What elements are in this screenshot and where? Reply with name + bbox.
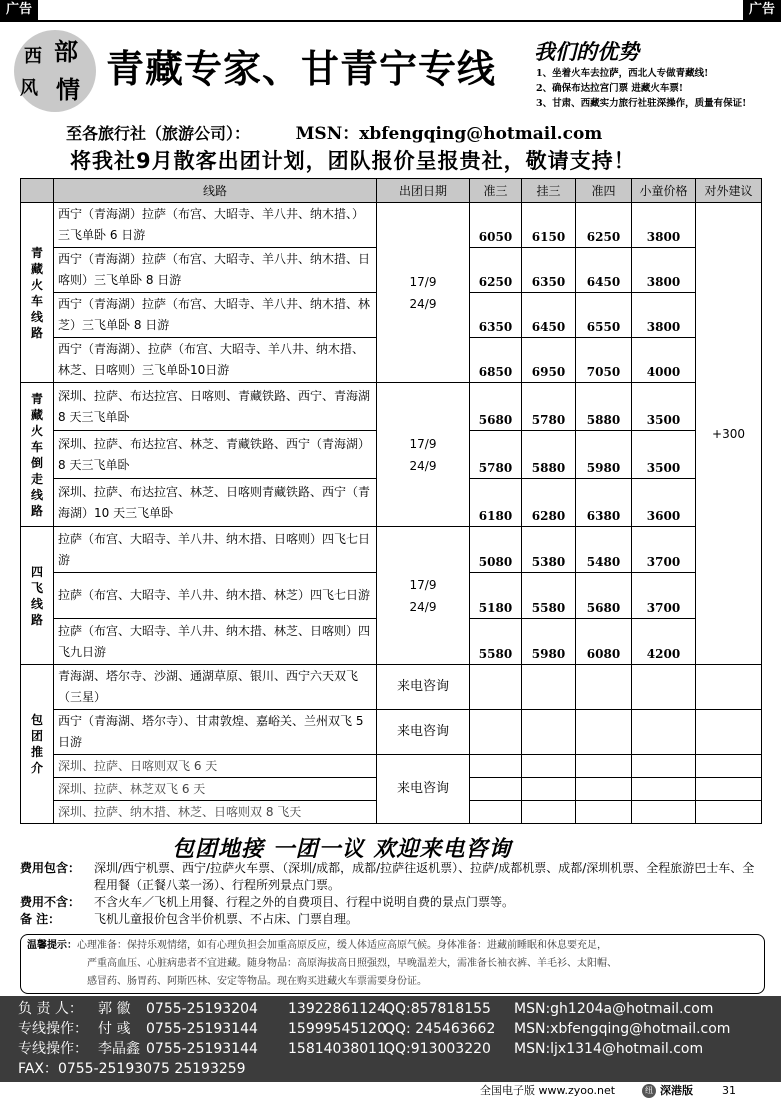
- category-char: 藏: [30, 407, 43, 422]
- contact-tel: 0755-25193144: [146, 1041, 258, 1057]
- table-row: [21, 755, 762, 778]
- category-char: 青: [30, 391, 43, 406]
- route-cell: 深圳、拉萨、日喀则双飞 6 天: [54, 755, 377, 778]
- category-char: 火: [30, 277, 43, 292]
- empty-cell: [522, 778, 576, 801]
- agency-line: [66, 119, 602, 144]
- route-cell: 拉萨（布宫、大昭寺、羊八井、纳木措、林芝）四飞七日游: [54, 573, 377, 619]
- empty-cell: [522, 801, 576, 824]
- price-cell: 6380: [576, 479, 632, 527]
- price-cell: 4200: [632, 619, 696, 665]
- route-cell: 深圳、拉萨、布达拉宫、日喀则、青藏铁路、西宁、青海湖 8 天三飞单卧: [54, 383, 377, 431]
- price-cell: 6180: [470, 479, 522, 527]
- ad-label-left: 广告: [0, 0, 38, 20]
- consult-cell: 来电咨询: [377, 755, 470, 824]
- fax-label: FAX：: [18, 1061, 58, 1077]
- contact-mobile: 13922861124: [288, 1001, 386, 1017]
- price-cell: 6550: [576, 293, 632, 338]
- category-char: 车: [30, 439, 43, 454]
- route-cell: 拉萨（布宫、大昭寺、羊八井、纳木措、林芝、日喀则）四飞九日游: [54, 619, 377, 665]
- price-cell: 6950: [522, 338, 576, 383]
- category-char: 倒: [30, 455, 43, 470]
- table-row: [21, 665, 762, 710]
- category-cell: [21, 527, 54, 665]
- fee-text: 不含火车／飞机上用餐、行程之外的自费项目、行程中说明自费的景点门票等。: [94, 895, 515, 909]
- route-cell: 深圳、拉萨、林芝双飞 6 天: [54, 778, 377, 801]
- empty-cell: [576, 665, 632, 710]
- route-cell: 西宁（青海湖）、拉萨（布宫、大昭寺、羊八井、纳木措、林芝、日喀则）三飞单卧10日游: [54, 338, 377, 383]
- price-cell: 5580: [470, 619, 522, 665]
- tips-line: 心理准备：保持乐观情绪，如有心理负担会加重高原反应，缓人体适应高原气候。身体准备：进藏前睡眠和休息要充足，: [77, 940, 607, 951]
- slogan: 包团地接 一团一议 欢迎来电咨询: [172, 837, 512, 862]
- price-cell: 4000: [632, 338, 696, 383]
- tips-line: 感冒药、肠胃药、阿斯匹林、安定等物品。现在购买进藏火车票需要身份证。: [87, 976, 427, 987]
- price-cell: 6450: [576, 248, 632, 293]
- category-char: 飞: [30, 580, 43, 595]
- header-blank: [21, 179, 54, 203]
- fax-row: [18, 1059, 765, 1079]
- consult-cell: 来电咨询: [377, 710, 470, 755]
- price-cell: 6050: [470, 203, 522, 248]
- empty-cell: [576, 710, 632, 755]
- route-cell: 青海湖、塔尔寺、沙湖、通湖草原、银川、西宁六天双飞（三星）: [54, 665, 377, 710]
- column-header: 对外建议: [696, 179, 762, 203]
- category-char: 介: [30, 761, 43, 775]
- advantage-item: 1、坐着火车去拉萨，西北人专做青藏线!: [536, 68, 709, 79]
- contact-name: 付 彧: [98, 1021, 131, 1037]
- price-cell: 3500: [632, 383, 696, 431]
- price-cell: 6080: [576, 619, 632, 665]
- category-char: 车: [30, 293, 43, 308]
- empty-cell: [632, 801, 696, 824]
- empty-cell: [696, 710, 762, 755]
- price-cell: 6350: [470, 293, 522, 338]
- contact-mobile: 15814038011: [288, 1041, 386, 1057]
- fee-notes: [20, 860, 765, 928]
- price-cell: 6250: [470, 248, 522, 293]
- empty-cell: [696, 778, 762, 801]
- price-cell: 5380: [522, 527, 576, 573]
- departure-date-cell: [377, 383, 470, 527]
- fee-text: 深圳/西宁机票、西宁/拉萨火车票、（深圳/成都，成都/拉萨往返机票）、拉萨/成都机票、成都/深圳机票、全程旅游巴士车、全程用餐（正餐八菜一汤）、行程所列景点门票。: [94, 861, 755, 892]
- price-cell: 6850: [470, 338, 522, 383]
- empty-cell: [576, 755, 632, 778]
- price-cell: 6450: [522, 293, 576, 338]
- table-row: [21, 527, 762, 573]
- category-char: 走: [30, 471, 43, 486]
- departure-date: 24/9: [409, 599, 437, 614]
- category-char: 推: [30, 745, 43, 759]
- empty-cell: [576, 801, 632, 824]
- empty-cell: [632, 665, 696, 710]
- contact-qq: QQ:913003220: [384, 1041, 491, 1057]
- price-cell: 3700: [632, 573, 696, 619]
- logo-char: 情: [56, 75, 80, 104]
- price-cell: 3800: [632, 293, 696, 338]
- advantage-item: 3、甘肃、西藏实力旅行社驻深操作，质量有保证!: [536, 98, 747, 109]
- advantage-item: 2、确保布达拉宫门票 进藏火车票!: [536, 83, 684, 94]
- agency-logo: [14, 30, 96, 112]
- price-cell: 5780: [522, 383, 576, 431]
- category-cell: [21, 383, 54, 527]
- contact-tel: 0755-25193204: [146, 1001, 258, 1017]
- price-cell: 3800: [632, 248, 696, 293]
- contact-row: [18, 1039, 765, 1059]
- category-char: 路: [30, 325, 43, 340]
- price-cell: 6150: [522, 203, 576, 248]
- departure-date: 24/9: [409, 296, 437, 311]
- contact-msn: MSN:xbfengqing@hotmail.com: [514, 1021, 731, 1037]
- price-cell: 5980: [522, 619, 576, 665]
- empty-cell: [632, 755, 696, 778]
- price-cell: 5880: [576, 383, 632, 431]
- logo-char: 部: [54, 37, 78, 66]
- empty-cell: [632, 778, 696, 801]
- travel-tips-box: [20, 934, 765, 994]
- column-header: 准三: [470, 179, 522, 203]
- contact-qq: QQ: 245463662: [384, 1021, 496, 1037]
- empty-cell: [470, 665, 522, 710]
- contact-role: 专线操作：: [18, 1041, 88, 1057]
- page-footer: [0, 1082, 781, 1100]
- column-header: 准四: [576, 179, 632, 203]
- column-header: 线路: [54, 179, 377, 203]
- page-number: 31: [722, 1084, 736, 1097]
- contact-tel: 0755-25193144: [146, 1021, 258, 1037]
- category-char: 四: [30, 564, 43, 579]
- advantages-title: 我们的优势: [534, 40, 639, 64]
- category-char: 团: [30, 729, 43, 743]
- logo-char: 西: [24, 46, 42, 67]
- price-cell: 6280: [522, 479, 576, 527]
- price-cell: 3500: [632, 431, 696, 479]
- fee-excluded: [20, 894, 765, 911]
- logo-char: 风: [20, 78, 38, 99]
- contact-name: 李晶鑫: [98, 1041, 140, 1057]
- table-header-row: [21, 179, 762, 203]
- column-header: 出团日期: [377, 179, 470, 203]
- price-cell: 5980: [576, 431, 632, 479]
- table-row: [21, 383, 762, 431]
- price-cell: 3800: [632, 203, 696, 248]
- route-cell: 深圳、拉萨、布达拉宫、林芝、青藏铁路、西宁（青海湖）8 天三飞单卧: [54, 431, 377, 479]
- category-char: 线: [30, 596, 43, 611]
- main-title: 青藏专家、甘青宁专线: [106, 47, 497, 91]
- empty-cell: [470, 778, 522, 801]
- category-char: 路: [30, 503, 43, 518]
- contact-msn: MSN:ljx1314@hotmail.com: [514, 1041, 704, 1057]
- route-cell: 拉萨（布宫、大昭寺、羊八井、纳木措、日喀则）四飞七日游: [54, 527, 377, 573]
- category-char: 青: [30, 245, 43, 260]
- contact-msn: MSN:gh1204a@hotmail.com: [514, 1001, 714, 1017]
- fee-label: 备 注：: [20, 912, 61, 926]
- fee-label: 费用包含：: [20, 861, 81, 875]
- empty-cell: [522, 665, 576, 710]
- empty-cell: [470, 710, 522, 755]
- empty-cell: [632, 710, 696, 755]
- agency-greeting: 至各旅行社（旅游公司）：: [66, 124, 251, 143]
- price-cell: 5680: [470, 383, 522, 431]
- price-cell: 5880: [522, 431, 576, 479]
- contact-mobile: 15999545120: [288, 1021, 386, 1037]
- price-cell: 5680: [576, 573, 632, 619]
- contact-row: [18, 1019, 765, 1039]
- category-char: 线: [30, 309, 43, 324]
- column-header: 小童价格: [632, 179, 696, 203]
- price-cell: 3700: [632, 527, 696, 573]
- consult-cell: 来电咨询: [377, 665, 470, 710]
- empty-cell: [696, 755, 762, 778]
- departure-date: 17/9: [409, 577, 437, 592]
- empty-cell: [576, 778, 632, 801]
- suggestion-cell: +300: [696, 203, 762, 665]
- departure-date: 17/9: [409, 436, 437, 451]
- contact-row: [18, 999, 765, 1019]
- contact-panel: [0, 996, 781, 1082]
- column-header: 挂三: [522, 179, 576, 203]
- route-cell: 西宁（青海湖）拉萨（布宫、大昭寺、羊八井、纳木措、林芝）三飞单卧 8 日游: [54, 293, 377, 338]
- footer-edition: 深港版: [660, 1084, 693, 1097]
- price-cell: 3600: [632, 479, 696, 527]
- category-cell: [21, 203, 54, 383]
- footer-badge: 纽: [642, 1084, 656, 1098]
- contact-role: 专线操作：: [18, 1021, 88, 1037]
- empty-cell: [522, 710, 576, 755]
- empty-cell: [696, 665, 762, 710]
- category-char: 火: [30, 423, 43, 438]
- tips-line: 严重高血压、心脏病患者不宜进藏。随身物品：高原海拔高日照强烈，早晚温差大，需准备长袖衣裤、羊毛衫、太阳帽、: [87, 958, 617, 969]
- category-char: 线: [30, 487, 43, 502]
- table-row: [21, 203, 762, 248]
- msn-address: MSN：xbfengqing@hotmail.com: [295, 124, 603, 144]
- fax-numbers: 0755-25193075 25193259: [57, 1061, 246, 1077]
- price-cell: 5180: [470, 573, 522, 619]
- price-table: [20, 178, 762, 824]
- notice-banner: 将我社9月散客出团计划，团队报价呈报贵社，敬请支持！: [70, 149, 636, 173]
- empty-cell: [522, 755, 576, 778]
- empty-cell: [470, 801, 522, 824]
- departure-date: 24/9: [409, 458, 437, 473]
- tips-label: 温馨提示：: [27, 940, 77, 951]
- route-cell: 西宁（青海湖、塔尔寺）、甘肃敦煌、嘉峪关、兰州双飞 5 日游: [54, 710, 377, 755]
- route-cell: 深圳、拉萨、布达拉宫、林芝、日喀则青藏铁路、西宁（青海湖）10 天三飞单卧: [54, 479, 377, 527]
- price-cell: 5580: [522, 573, 576, 619]
- table-row: [21, 710, 762, 755]
- fee-label: 费用不含：: [20, 895, 81, 909]
- fee-included: [20, 860, 765, 894]
- departure-date: 17/9: [409, 274, 437, 289]
- price-cell: 5080: [470, 527, 522, 573]
- departure-date-cell: [377, 527, 470, 665]
- contact-role: 负 责 人：: [18, 1001, 83, 1017]
- empty-cell: [470, 755, 522, 778]
- category-char: 路: [30, 612, 43, 627]
- empty-cell: [696, 801, 762, 824]
- category-char: 包: [30, 713, 43, 727]
- price-cell: 6350: [522, 248, 576, 293]
- footer-site: 全国电子版 www.zyoo.net: [480, 1084, 616, 1097]
- price-cell: 5780: [470, 431, 522, 479]
- advantages-list: [536, 66, 746, 111]
- route-cell: 西宁（青海湖）拉萨（布宫、大昭寺、羊八井、纳木措、日喀则）三飞单卧 8 日游: [54, 248, 377, 293]
- category-char: 藏: [30, 261, 43, 276]
- route-cell: 西宁（青海湖）拉萨（布宫、大昭寺、羊八井、纳木措、）三飞单卧 6 日游: [54, 203, 377, 248]
- ad-label-right: 广告: [743, 0, 781, 20]
- fee-text: 飞机儿童报价包含半价机票、不占床、门票自理。: [94, 912, 359, 926]
- route-cell: 深圳、拉萨、纳木措、林芝、日喀则双 8 飞天: [54, 801, 377, 824]
- category-cell: [21, 665, 54, 824]
- price-cell: 6250: [576, 203, 632, 248]
- fee-remark: [20, 911, 765, 928]
- contact-qq: QQ:857818155: [384, 1001, 491, 1017]
- contact-name: 郭 徽: [98, 1001, 131, 1017]
- departure-date-cell: [377, 203, 470, 383]
- top-rule: [0, 20, 781, 22]
- price-cell: 5480: [576, 527, 632, 573]
- price-cell: 7050: [576, 338, 632, 383]
